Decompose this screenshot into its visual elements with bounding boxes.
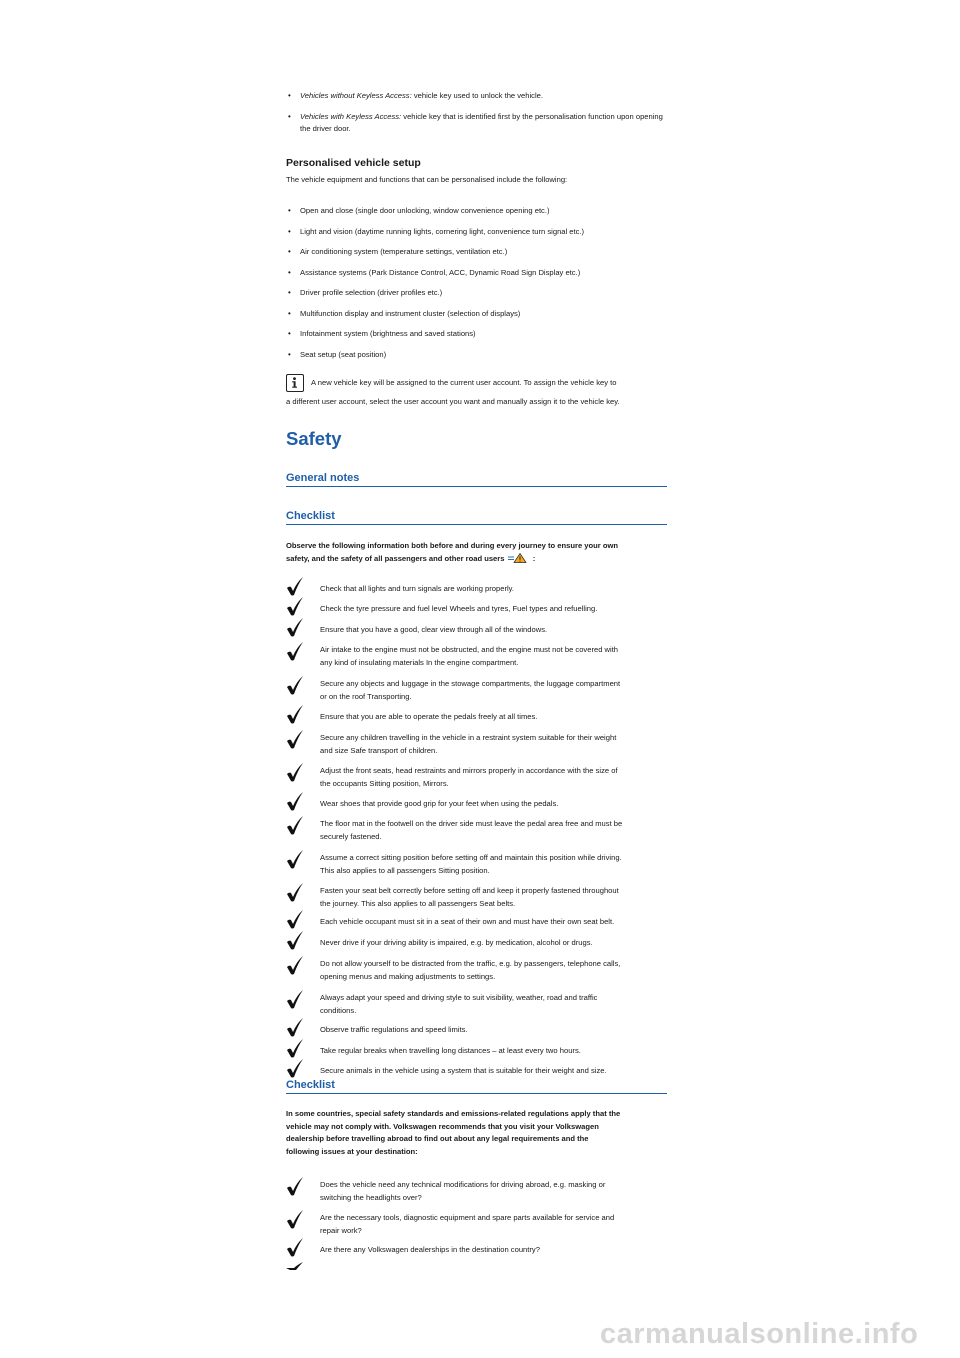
checklist-item-line: Observe traffic regulations and speed limits. (320, 1025, 468, 1034)
checklist-item (286, 884, 668, 912)
checklist-item-line: Does the vehicle need any technical modifications for driving abroad, e.g. masking or (320, 1180, 606, 1189)
checklist-item (286, 1211, 668, 1239)
checklist-item-text (320, 817, 665, 843)
checklist-intro-line: Observe the following information both before and during every journey to ensure your own (286, 541, 619, 550)
checklist-item-text (320, 1044, 665, 1057)
checklist-item-line: Fasten your seat belt correctly before setting off and keep it properly fastened throughout (320, 886, 619, 895)
page-title: Safety (286, 428, 342, 449)
check-mark-icon (286, 1237, 304, 1257)
list-item: • Air conditioning system (temperature settings, ventilation etc.) (288, 246, 668, 259)
checklist-item (286, 991, 668, 1019)
checklist-item-text (320, 1211, 665, 1237)
checklist-intro-line: following issues at your destination: (286, 1146, 418, 1156)
check-mark-icon (286, 641, 304, 661)
checklist-item-line: Do not allow yourself to be distracted from the traffic, e.g. by passengers, telephone calls, (320, 959, 621, 968)
check-mark-icon (286, 675, 304, 695)
checklist-item-text (320, 731, 665, 757)
checklist-item (286, 957, 668, 985)
checklist-intro-tail: : (532, 553, 536, 563)
personalised-intro: The vehicle equipment and functions that can be personalised include the following: (286, 175, 568, 184)
checklist-item-line: opening menus and making adjustments to settings. (320, 972, 496, 981)
checklist-item (286, 643, 668, 671)
check-mark-icon (286, 1058, 304, 1078)
check-mark-icon (286, 989, 304, 1009)
list-item: • Seat setup (seat position) (288, 349, 668, 362)
checklist-item-text (320, 936, 665, 949)
checklist-item-line: Secure any children travelling in the vehicle in a restraint system suitable for their weight (320, 733, 617, 742)
check-mark-icon (286, 1209, 304, 1229)
checklist-item-text (320, 764, 665, 790)
checklist-item-line: Assume a correct sitting position before setting off and maintain this position while driving. (320, 853, 622, 862)
checklist-heading: Checklist (286, 510, 667, 525)
info-note-line1: A new vehicle key will be assigned to the current user account. To assign the vehicle key to (311, 378, 617, 387)
check-mark-icon (286, 791, 304, 811)
bullet-text: vehicle key used to unlock the vehicle. (411, 91, 543, 100)
checklist-item-line: Never drive if your driving ability is impaired, e.g. by medication, alcohol or drugs. (320, 938, 593, 947)
check-mark-icon (286, 729, 304, 749)
checklist-intro-line: dealership before travelling abroad to find out about any legal requirements and the (286, 1134, 589, 1143)
checklist-item-line: securely fastened. (320, 832, 382, 841)
checklist-item-line: Adjust the front seats, head restraints and mirrors properly in accordance with the size of (320, 766, 618, 775)
bullet-emphasis: Vehicles without Keyless Access: (300, 91, 412, 100)
check-mark-icon (286, 815, 304, 835)
info-note-line2: a different user account, select the user account you want and manually assign it to the vehicle key. (286, 397, 620, 406)
personalised-heading: Personalised vehicle setup (286, 157, 421, 169)
list-item: • Assistance systems (Park Distance Control, ACC, Dynamic Road Sign Display etc.) (288, 267, 668, 280)
checklist-item-text (320, 991, 665, 1017)
checklist-item-line: conditions. (320, 1006, 357, 1015)
checklist-item-line: Secure any objects and luggage in the stowage compartments, the luggage compartment (320, 679, 621, 688)
checklist-item-text (320, 582, 665, 595)
checklist-item-line: This also applies to all passengers Sitting position. (320, 866, 490, 875)
watermark: carmanualsonline.info (600, 1318, 919, 1350)
checklist-item (286, 1243, 668, 1271)
checklist-item (286, 677, 668, 705)
check-mark-icon (286, 576, 304, 596)
checklist-item-line: Each vehicle occupant must sit in a seat of their own and must have their own seat belt. (320, 917, 615, 926)
personalised-list (288, 205, 668, 369)
list-item: • Infotainment system (brightness and saved stations) (288, 328, 668, 341)
checklist-2-heading: Checklist (286, 1079, 667, 1094)
key-bullets (288, 90, 668, 136)
checklist-item (286, 851, 668, 879)
list-item: • Multifunction display and instrument cluster (selection of displays) (288, 308, 668, 321)
checklist-item-line: and size Safe transport of children. (320, 746, 438, 755)
checklist-item-text (320, 602, 665, 615)
info-icon (286, 374, 304, 392)
general-notes-heading: General notes (286, 472, 667, 487)
checklist-item-text (320, 915, 665, 928)
checklist-item (286, 764, 668, 792)
checklist-item-line: repair work? (320, 1226, 362, 1235)
check-mark-icon (286, 617, 304, 637)
checklist-item-text (320, 1023, 665, 1036)
checklist-item-line: Are there any Volkswagen dealerships in the destination country? (320, 1245, 540, 1254)
list-item: • Open and close (single door unlocking, window convenience opening etc.) (288, 205, 668, 218)
checklist-item-line: Are the necessary tools, diagnostic equipment and spare parts available for service and (320, 1213, 615, 1222)
check-mark-icon (286, 1176, 304, 1196)
checklist-item-line: Ensure that you have a good, clear view through all of the windows. (320, 625, 548, 634)
checklist-intro-line (286, 553, 668, 566)
list-item (288, 90, 668, 103)
checklist-item-text (320, 884, 665, 910)
checklist-item (286, 1178, 668, 1206)
checklist-intro (286, 540, 668, 565)
checklist-item (286, 731, 668, 759)
check-mark-icon (286, 1017, 304, 1037)
check-mark-icon (286, 882, 304, 902)
checklist-item-text (320, 1243, 665, 1256)
bullet-text: vehicle key that is identified first by the personalisation function upon opening the driver door. (300, 111, 663, 133)
checklist-item-line: Take regular breaks when travelling long distances – at least every two hours. (320, 1046, 581, 1055)
checklist-item-text (320, 1178, 665, 1204)
checklist-item-line: Air intake to the engine must not be obstructed, and the engine must not be covered with (320, 645, 619, 654)
checklist-item-line: the occupants Sitting position, Mirrors. (320, 779, 449, 788)
check-mark-icon (286, 1262, 304, 1270)
checklist-item-text (320, 1064, 665, 1077)
checklist-item-text (320, 957, 665, 983)
checklist-item-text (320, 797, 665, 810)
checklist-item-text (320, 623, 665, 636)
checklist-intro-line: vehicle may not comply with. Volkswagen recommends that you visit your Volkswagen (286, 1121, 599, 1131)
checklist-item-line: Ensure that you are able to operate the pedals freely at all times. (320, 712, 538, 721)
check-mark-icon (286, 849, 304, 869)
checklist-item-text (320, 710, 665, 723)
checklist-item-line: The floor mat in the footwell on the driver side must leave the pedal area free and must be (320, 819, 623, 828)
list-item (288, 111, 668, 136)
check-mark-icon (286, 704, 304, 724)
warning-reference-icon[interactable] (507, 553, 531, 563)
bullet-emphasis: Vehicles with Keyless Access: (300, 111, 402, 121)
checklist-item-text (320, 851, 665, 877)
check-mark-icon (286, 930, 304, 950)
check-mark-icon (286, 762, 304, 782)
checklist-item-line: switching the headlights over? (320, 1193, 422, 1202)
checklist-item-line: Secure animals in the vehicle using a system that is suitable for their weight and size. (320, 1066, 607, 1075)
check-mark-icon (286, 955, 304, 975)
checklist-item-text (320, 643, 665, 669)
list-item: • Driver profile selection (driver profiles etc.) (288, 287, 668, 300)
checklist-item-line: Always adapt your speed and driving style to suit visibility, weather, road and traffic (320, 993, 598, 1002)
checklist-intro-line: In some countries, special safety standards and emissions-related regulations apply that the (286, 1109, 621, 1118)
list-item: • Light and vision (daytime running lights, cornering light, convenience turn signal etc.) (288, 226, 668, 239)
checklist-item-line: Check that all lights and turn signals are working properly. (320, 584, 515, 593)
checklist-item-text (320, 677, 665, 703)
checklist-2-intro (286, 1108, 668, 1158)
checklist-item-line: any kind of insulating materials In the engine compartment. (320, 658, 519, 667)
check-mark-icon (286, 596, 304, 616)
check-mark-icon (286, 909, 304, 929)
checklist-item (286, 817, 668, 845)
checklist-item-line: the journey. This also applies to all passengers Seat belts. (320, 899, 516, 908)
checklist-item-line: or on the roof Transporting. (320, 692, 412, 701)
check-mark-icon (286, 1038, 304, 1058)
checklist-item-line: Wear shoes that provide good grip for your feet when using the pedals. (320, 799, 559, 808)
checklist-item-line: Check the tyre pressure and fuel level Wheels and tyres, Fuel types and refuelling. (320, 604, 598, 613)
checklist-intro-text: safety, and the safety of all passengers and other road users (286, 553, 505, 563)
